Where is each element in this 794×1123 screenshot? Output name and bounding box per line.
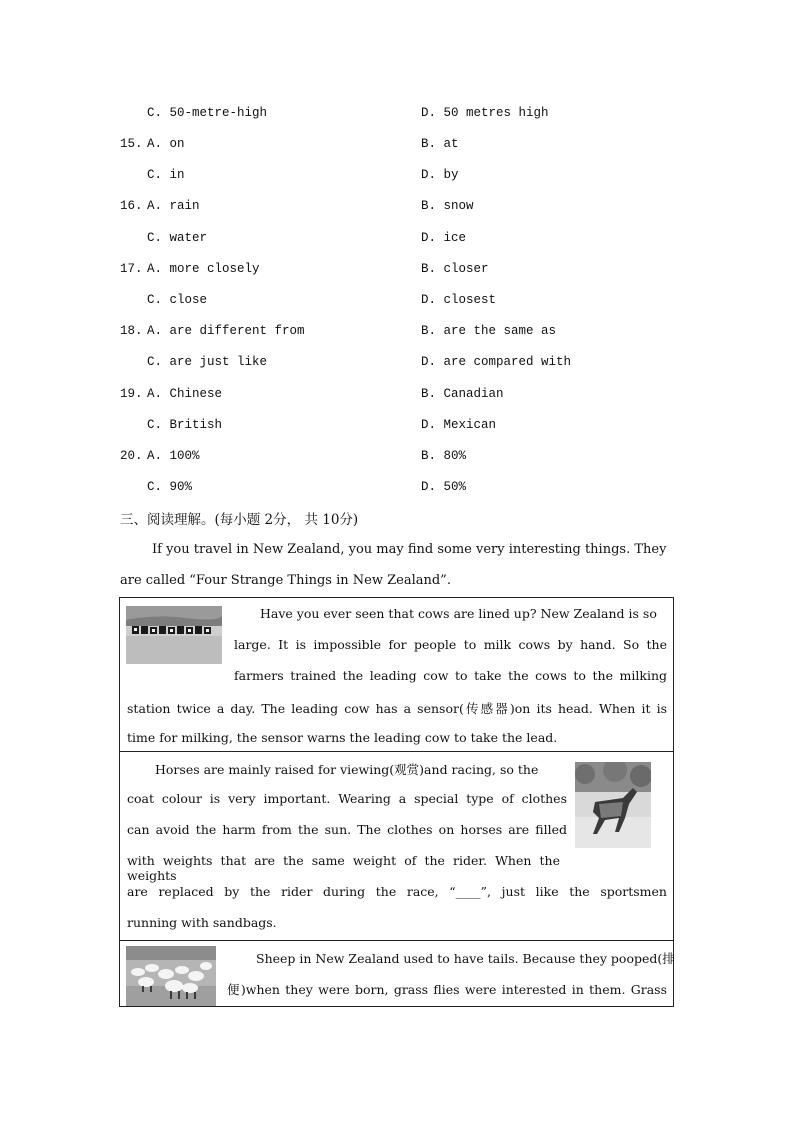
option-b: B. are the same as	[421, 324, 557, 338]
option-num: 16.	[120, 199, 143, 213]
passage-line: with weights that are the same weight of the rider. When the weights	[127, 853, 560, 883]
option-a: C. water	[147, 231, 208, 245]
option-a: A. on	[147, 137, 185, 151]
option-a: A. rain	[147, 199, 200, 213]
intro-line: are called “Four Strange Things in New Zealand”.	[120, 573, 451, 588]
option-a: A. are different from	[147, 324, 305, 338]
passage-box-cows	[119, 597, 674, 752]
passage-line: are replaced by the rider during the race, “____”, just like the sportsmen	[127, 884, 667, 899]
option-b: B. at	[421, 137, 459, 151]
passage-line: Have you ever seen that cows are lined up? New Zealand is so	[260, 606, 657, 621]
passage-line: time for milking, the sensor warns the leading cow to take the lead.	[127, 730, 558, 745]
option-a: C. in	[147, 168, 185, 182]
option-a: A. 100%	[147, 449, 200, 463]
option-b: D. closest	[421, 293, 497, 307]
passage-line: Horses are mainly raised for viewing(观赏)and racing, so the	[155, 762, 539, 777]
passage-box-horses	[119, 752, 674, 941]
option-b: D. by	[421, 168, 459, 182]
option-b: D. ice	[421, 231, 467, 245]
option-a: C. are just like	[147, 355, 268, 369]
option-b: D. 50%	[421, 480, 467, 494]
section-title: 三、阅读理解。(每小题 2分， 共 10分)	[120, 512, 359, 528]
passage-line: Sheep in New Zealand used to have tails. Because they pooped(排	[256, 951, 675, 966]
option-b: D. 50 metres high	[421, 106, 549, 120]
passage-line: large. It is impossible for people to milk cows by hand. So the	[234, 637, 667, 652]
sheep-photo	[126, 946, 216, 1006]
option-b: D. are compared with	[421, 355, 572, 369]
intro-line: If you travel in New Zealand, you may find some very interesting things. They	[152, 542, 667, 557]
option-num: 20.	[120, 449, 143, 463]
passage-line: 便)when they were born, grass flies were interested in them. Grass	[227, 982, 667, 997]
option-num: 17.	[120, 262, 143, 276]
option-b: B. 80%	[421, 449, 467, 463]
option-b: D. Mexican	[421, 418, 497, 432]
cows-photo	[126, 606, 222, 664]
passage-line: farmers trained the leading cow to take the cows to the milking	[234, 668, 667, 683]
passage-line: running with sandbags.	[127, 915, 277, 930]
option-a: C. close	[147, 293, 208, 307]
option-b: B. closer	[421, 262, 489, 276]
option-b: B. snow	[421, 199, 474, 213]
option-num: 19.	[120, 387, 143, 401]
option-a: A. more closely	[147, 262, 260, 276]
option-a: C. 90%	[147, 480, 193, 494]
option-a: A. Chinese	[147, 387, 223, 401]
option-a: C. 50-metre-high	[147, 106, 268, 120]
option-num: 18.	[120, 324, 143, 338]
passage-box-sheep	[119, 941, 674, 1007]
passage-line: station twice a day. The leading cow has a sensor(传感器)on its head. When it is	[127, 701, 667, 716]
passage-line: can avoid the harm from the sun. The clothes on horses are filled	[127, 822, 567, 837]
horse-photo	[575, 762, 651, 848]
option-a: C. British	[147, 418, 223, 432]
passage-line: coat colour is very important. Wearing a special type of clothes	[127, 791, 567, 806]
option-num: 15.	[120, 137, 143, 151]
option-b: B. Canadian	[421, 387, 504, 401]
